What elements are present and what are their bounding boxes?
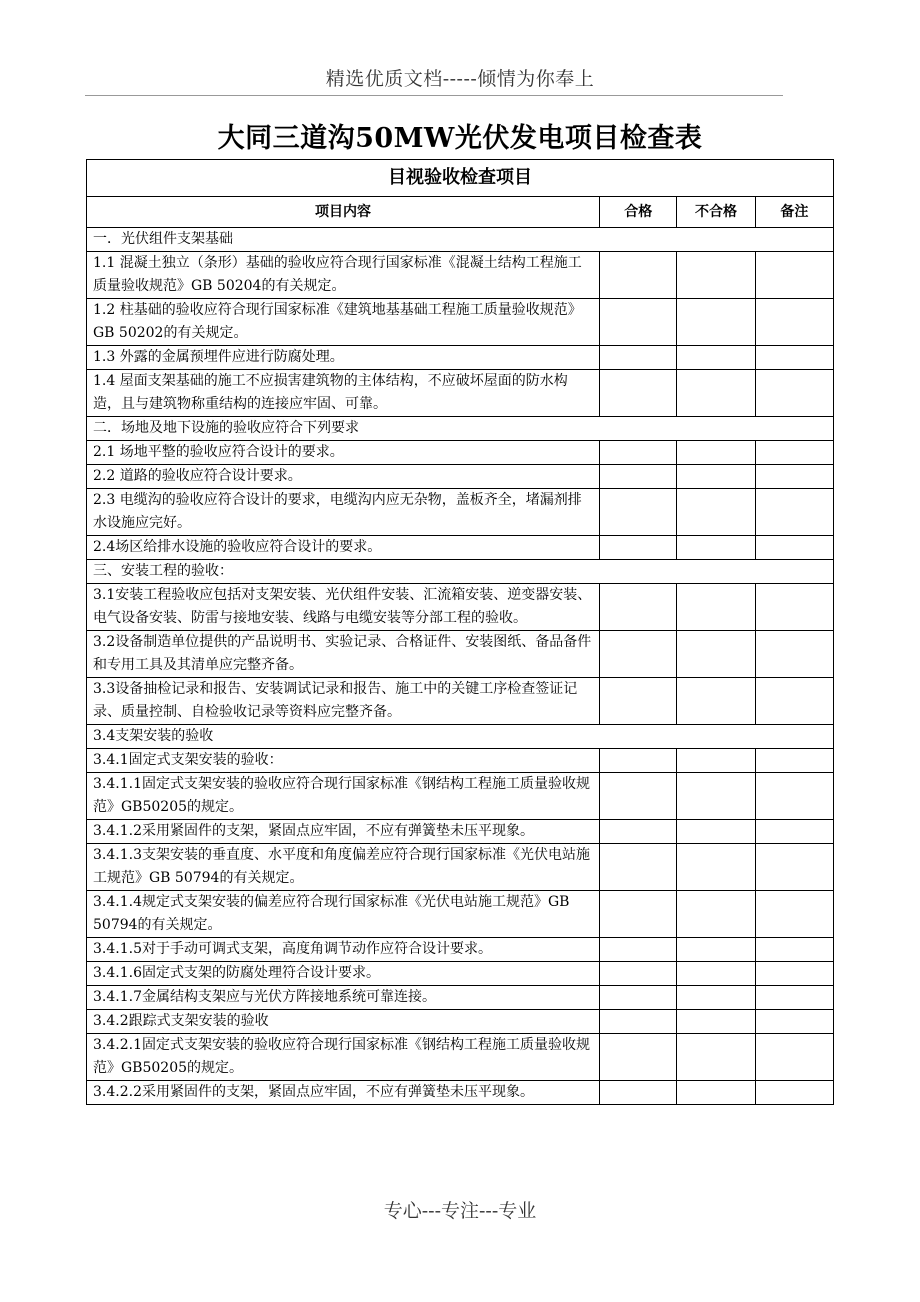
table-row bbox=[87, 938, 834, 962]
fail-cell[interactable] bbox=[677, 346, 755, 370]
pass-cell[interactable] bbox=[600, 891, 677, 938]
item-content: 3.4.2.2采用紧固件的支架，紧固点应牢固，不应有弹簧垫未压平现象。 bbox=[87, 1081, 600, 1105]
remark-cell[interactable] bbox=[755, 986, 833, 1010]
pass-cell[interactable] bbox=[600, 346, 677, 370]
pass-cell[interactable] bbox=[600, 986, 677, 1010]
table-row bbox=[87, 986, 834, 1010]
pass-cell[interactable] bbox=[600, 489, 677, 536]
pass-cell[interactable] bbox=[600, 465, 677, 489]
table-row bbox=[87, 678, 834, 725]
item-content: 3.4.1.6固定式支架的防腐处理符合设计要求。 bbox=[87, 962, 600, 986]
fail-cell[interactable] bbox=[677, 749, 755, 773]
fail-cell[interactable] bbox=[677, 891, 755, 938]
pass-cell[interactable] bbox=[600, 749, 677, 773]
table-row bbox=[87, 489, 834, 536]
fail-cell[interactable] bbox=[677, 678, 755, 725]
column-header-content: 项目内容 bbox=[87, 197, 600, 228]
item-content: 3.2设备制造单位提供的产品说明书、实验记录、合格证件、安装图纸、备品备件和专用工具及其清单应完整齐备。 bbox=[87, 631, 600, 678]
column-header-remark: 备注 bbox=[755, 197, 833, 228]
item-content: 3.1安装工程验收应包括对支架安装、光伏组件安装、汇流箱安装、逆变器安装、电气设备安装、防雷与接地安装、线路与电缆安装等分部工程的验收。 bbox=[87, 584, 600, 631]
fail-cell[interactable] bbox=[677, 844, 755, 891]
table-row bbox=[87, 844, 834, 891]
table-row bbox=[87, 252, 834, 299]
fail-cell[interactable] bbox=[677, 489, 755, 536]
fail-cell[interactable] bbox=[677, 252, 755, 299]
remark-cell[interactable] bbox=[755, 938, 833, 962]
pass-cell[interactable] bbox=[600, 536, 677, 560]
item-content: 1.2 柱基础的验收应符合现行国家标准《建筑地基基础工程施工质量验收规范》GB 50202的有关规定。 bbox=[87, 299, 600, 346]
remark-cell[interactable] bbox=[755, 820, 833, 844]
remark-cell[interactable] bbox=[755, 441, 833, 465]
section-heading: 三、安装工程的验收： bbox=[87, 560, 834, 584]
pass-cell[interactable] bbox=[600, 370, 677, 417]
fail-cell[interactable] bbox=[677, 299, 755, 346]
fail-cell[interactable] bbox=[677, 962, 755, 986]
remark-cell[interactable] bbox=[755, 1081, 833, 1105]
table-row bbox=[87, 1081, 834, 1105]
section-heading: 一．光伏组件支架基础 bbox=[87, 228, 834, 252]
item-content: 3.4.2跟踪式支架安装的验收 bbox=[87, 1010, 600, 1034]
remark-cell[interactable] bbox=[755, 631, 833, 678]
item-content: 2.2 道路的验收应符合设计要求。 bbox=[87, 465, 600, 489]
pass-cell[interactable] bbox=[600, 1010, 677, 1034]
table-row bbox=[87, 370, 834, 417]
table-row bbox=[87, 773, 834, 820]
item-content: 1.4 屋面支架基础的施工不应损害建筑物的主体结构，不应破坏屋面的防水构造，且与建筑物称重结构的连接应牢固、可靠。 bbox=[87, 370, 600, 417]
document-title: 大同三道沟50MW光伏发电项目检查表 bbox=[217, 123, 703, 154]
table-row bbox=[87, 820, 834, 844]
fail-cell[interactable] bbox=[677, 465, 755, 489]
pass-cell[interactable] bbox=[600, 631, 677, 678]
pass-cell[interactable] bbox=[600, 773, 677, 820]
remark-cell[interactable] bbox=[755, 252, 833, 299]
table-row bbox=[87, 441, 834, 465]
table-row bbox=[87, 1034, 834, 1081]
remark-cell[interactable] bbox=[755, 1034, 833, 1081]
pass-cell[interactable] bbox=[600, 252, 677, 299]
fail-cell[interactable] bbox=[677, 1010, 755, 1034]
pass-cell[interactable] bbox=[600, 678, 677, 725]
pass-cell[interactable] bbox=[600, 1081, 677, 1105]
table-row bbox=[87, 891, 834, 938]
item-content: 3.4.1.2采用紧固件的支架，紧固点应牢固，不应有弹簧垫未压平现象。 bbox=[87, 820, 600, 844]
item-content: 3.4.1.5对于手动可调式支架，高度角调节动作应符合设计要求。 bbox=[87, 938, 600, 962]
table-row bbox=[87, 1010, 834, 1034]
item-content: 3.4.1.4规定式支架安装的偏差应符合现行国家标准《光伏电站施工规范》GB 50794的有关规定。 bbox=[87, 891, 600, 938]
fail-cell[interactable] bbox=[677, 370, 755, 417]
table-body bbox=[87, 228, 834, 1105]
pass-cell[interactable] bbox=[600, 584, 677, 631]
fail-cell[interactable] bbox=[677, 584, 755, 631]
remark-cell[interactable] bbox=[755, 584, 833, 631]
remark-cell[interactable] bbox=[755, 536, 833, 560]
page-footer: 专心---专注---专业 bbox=[383, 1200, 537, 1222]
item-content: 3.4.2.1固定式支架安装的验收应符合现行国家标准《钢结构工程施工质量验收规范》GB50205的规定。 bbox=[87, 1034, 600, 1081]
pass-cell[interactable] bbox=[600, 1034, 677, 1081]
fail-cell[interactable] bbox=[677, 1081, 755, 1105]
section-row bbox=[87, 725, 834, 749]
table-row bbox=[87, 584, 834, 631]
table-row bbox=[87, 631, 834, 678]
remark-cell[interactable] bbox=[755, 844, 833, 891]
remark-cell[interactable] bbox=[755, 346, 833, 370]
item-content: 2.1 场地平整的验收应符合设计的要求。 bbox=[87, 441, 600, 465]
item-content: 3.4.1.1固定式支架安装的验收应符合现行国家标准《钢结构工程施工质量验收规范》GB50205的规定。 bbox=[87, 773, 600, 820]
pass-cell[interactable] bbox=[600, 844, 677, 891]
fail-cell[interactable] bbox=[677, 631, 755, 678]
remark-cell[interactable] bbox=[755, 749, 833, 773]
item-content: 3.4.1.7金属结构支架应与光伏方阵接地系统可靠连接。 bbox=[87, 986, 600, 1010]
section-heading: 3.4支架安装的验收 bbox=[87, 725, 834, 749]
pass-cell[interactable] bbox=[600, 962, 677, 986]
remark-cell[interactable] bbox=[755, 489, 833, 536]
table-row bbox=[87, 536, 834, 560]
table-row bbox=[87, 299, 834, 346]
table-row bbox=[87, 346, 834, 370]
item-content: 1.3 外露的金属预埋件应进行防腐处理。 bbox=[87, 346, 600, 370]
remark-cell[interactable] bbox=[755, 370, 833, 417]
page-header: 精选优质文档-----倾情为你奉上 bbox=[325, 68, 595, 90]
remark-cell[interactable] bbox=[755, 678, 833, 725]
fail-cell[interactable] bbox=[677, 1034, 755, 1081]
column-header-fail: 不合格 bbox=[677, 197, 755, 228]
table-row bbox=[87, 749, 834, 773]
item-content: 2.3 电缆沟的验收应符合设计的要求，电缆沟内应无杂物，盖板齐全，堵漏剂排水设施应完好。 bbox=[87, 489, 600, 536]
table-caption: 目视验收检查项目 bbox=[87, 160, 834, 197]
fail-cell[interactable] bbox=[677, 441, 755, 465]
item-content: 1.1 混凝土独立（条形）基础的验收应符合现行国家标准《混凝土结构工程施工质量验收规范》GB 50204的有关规定。 bbox=[87, 252, 600, 299]
item-content: 3.4.1.3支架安装的垂直度、水平度和角度偏差应符合现行国家标准《光伏电站施工规范》GB 50794的有关规定。 bbox=[87, 844, 600, 891]
section-row bbox=[87, 560, 834, 584]
remark-cell[interactable] bbox=[755, 773, 833, 820]
fail-cell[interactable] bbox=[677, 986, 755, 1010]
remark-cell[interactable] bbox=[755, 465, 833, 489]
remark-cell[interactable] bbox=[755, 299, 833, 346]
pass-cell[interactable] bbox=[600, 820, 677, 844]
pass-cell[interactable] bbox=[600, 938, 677, 962]
section-row bbox=[87, 228, 834, 252]
remark-cell[interactable] bbox=[755, 1010, 833, 1034]
section-heading: 二．场地及地下设施的验收应符合下列要求 bbox=[87, 417, 834, 441]
pass-cell[interactable] bbox=[600, 299, 677, 346]
header-divider bbox=[85, 95, 783, 96]
inspection-table bbox=[86, 159, 834, 1105]
item-content: 2.4场区给排水设施的验收应符合设计的要求。 bbox=[87, 536, 600, 560]
remark-cell[interactable] bbox=[755, 891, 833, 938]
item-content: 3.4.1固定式支架安装的验收： bbox=[87, 749, 600, 773]
pass-cell[interactable] bbox=[600, 441, 677, 465]
remark-cell[interactable] bbox=[755, 962, 833, 986]
fail-cell[interactable] bbox=[677, 820, 755, 844]
fail-cell[interactable] bbox=[677, 938, 755, 962]
column-header-pass: 合格 bbox=[600, 197, 677, 228]
section-row bbox=[87, 417, 834, 441]
fail-cell[interactable] bbox=[677, 536, 755, 560]
fail-cell[interactable] bbox=[677, 773, 755, 820]
table-row bbox=[87, 962, 834, 986]
table-row bbox=[87, 465, 834, 489]
item-content: 3.3设备抽检记录和报告、安装调试记录和报告、施工中的关键工序检查签证记录、质量控制、自检验收记录等资料应完整齐备。 bbox=[87, 678, 600, 725]
